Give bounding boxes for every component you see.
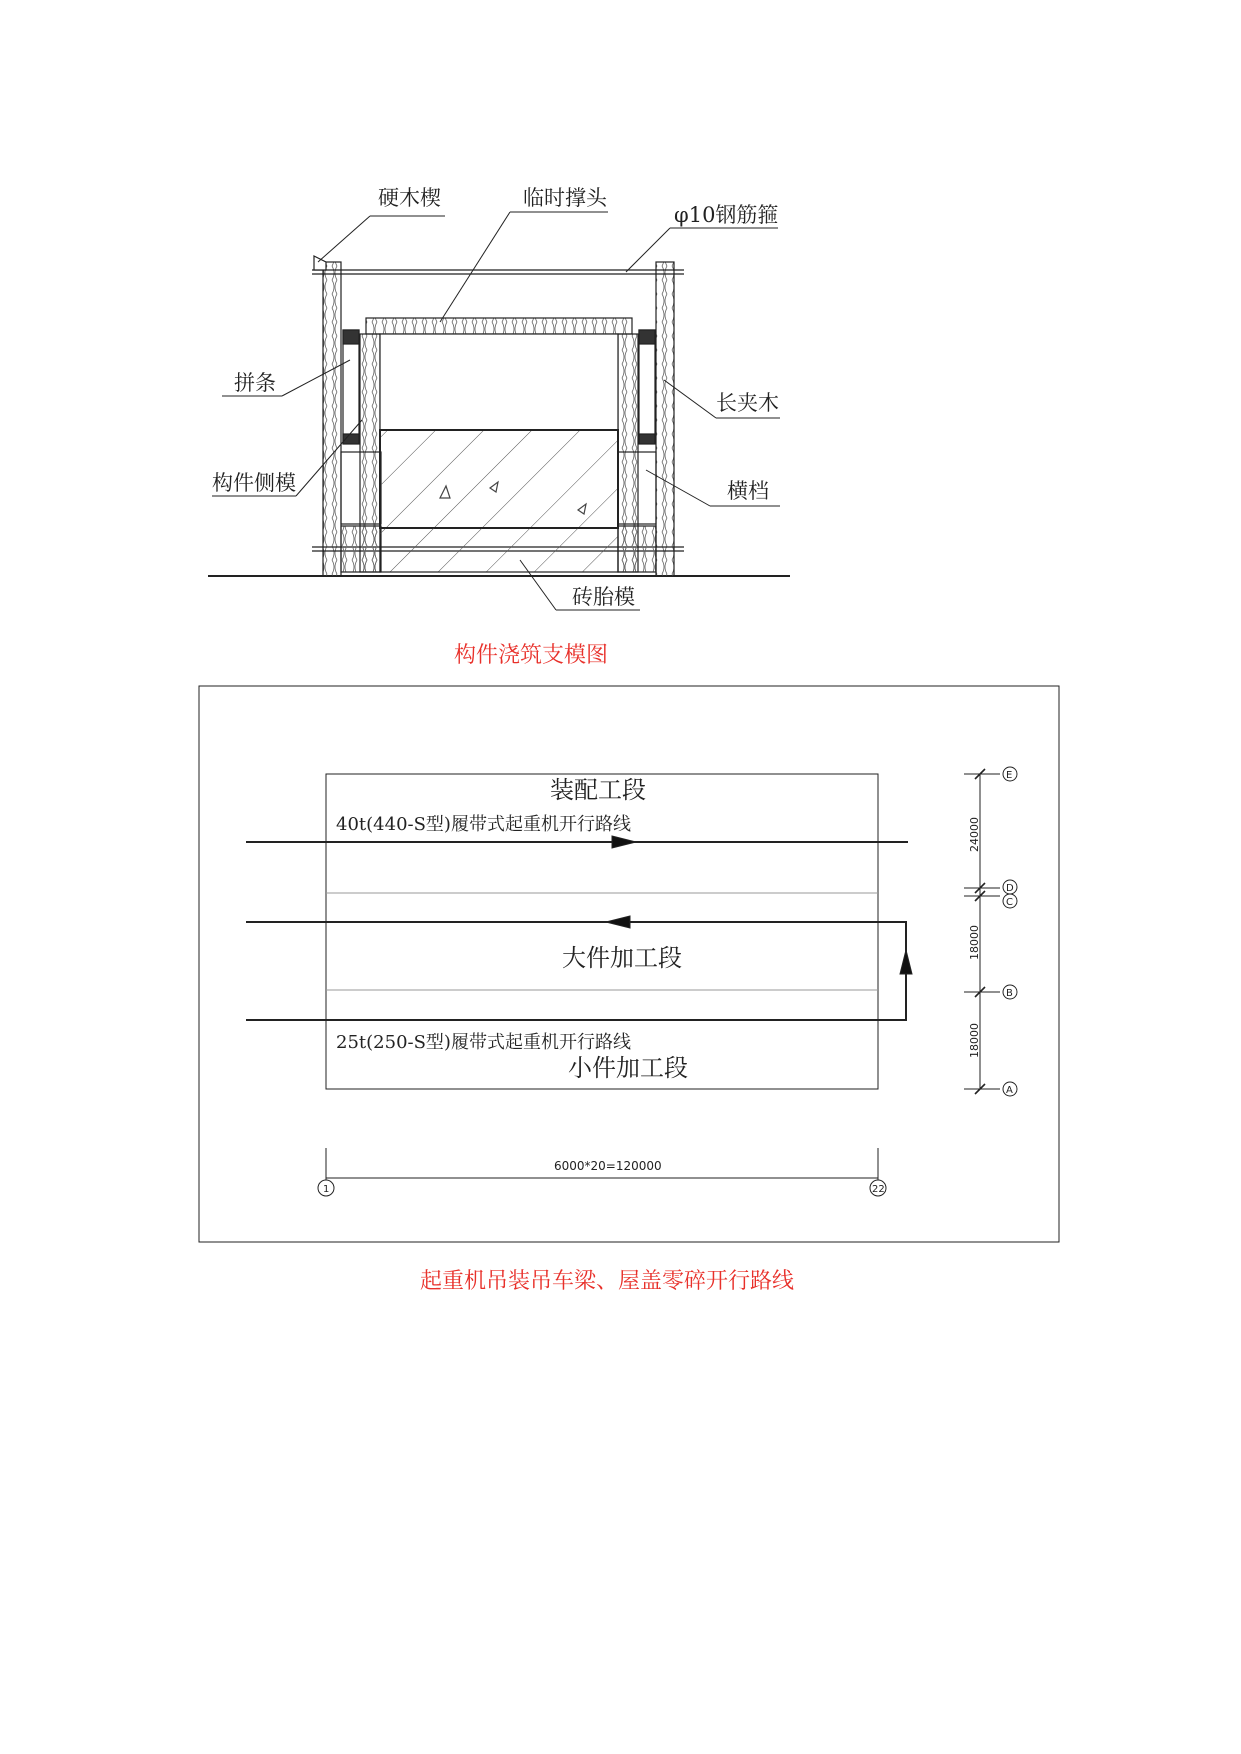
label-side-form: 构件侧模 [212, 471, 296, 495]
label-stirrup: φ10钢筋箍 [674, 203, 779, 227]
axis-22: 22 [872, 1184, 885, 1195]
section-assembly: 装配工段 [550, 776, 646, 804]
route-25t-label: 25t(250-S型)履带式起重机开行路线 [336, 1032, 631, 1053]
route-25t-arrow-left [606, 916, 630, 928]
hardwood-wedge [314, 256, 326, 270]
label-strip: 拼条 [234, 371, 276, 395]
label-hardwood-wedge: 硬木楔 [378, 186, 441, 210]
right-strip [639, 330, 655, 442]
label-long-clamp: 长夹木 [716, 391, 779, 415]
axis-B: B [1006, 988, 1013, 999]
left-strip [343, 330, 359, 442]
dim-24000: 24000 [968, 817, 981, 852]
axis-D: D [1006, 883, 1014, 894]
right-bottom-block [618, 526, 656, 572]
right-clamp-post [656, 262, 674, 576]
brick-mold [380, 528, 618, 572]
caption-crane-route: 起重机吊装吊车梁、屋盖零碎开行路线 [420, 1269, 795, 1294]
axis-1: 1 [323, 1184, 330, 1195]
route-40t-label: 40t(440-S型)履带式起重机开行路线 [336, 814, 631, 835]
formwork-section-diagram [208, 212, 790, 610]
label-crossbar: 横档 [727, 479, 769, 503]
dim-18000-b: 18000 [968, 1023, 981, 1058]
axis-C: C [1006, 897, 1013, 908]
label-temp-brace: 临时撑头 [523, 186, 607, 210]
caption-formwork: 构件浇筑支模图 [454, 643, 609, 668]
section-small: 小件加工段 [568, 1054, 688, 1082]
axis-A: A [1006, 1085, 1013, 1096]
axis-E: E [1006, 770, 1013, 781]
route-25t-arrow-up [900, 950, 912, 974]
left-clamp-post [323, 262, 341, 576]
temp-brace-board [366, 318, 632, 334]
section-large: 大件加工段 [562, 944, 682, 972]
route-40t-arrow [612, 836, 636, 848]
label-brick-mold: 砖胎模 [572, 585, 635, 609]
dim-18000-a: 18000 [968, 925, 981, 960]
dim-span: 6000*20=120000 [554, 1159, 662, 1173]
left-bottom-block [341, 526, 381, 572]
upper-cavity [380, 334, 618, 430]
